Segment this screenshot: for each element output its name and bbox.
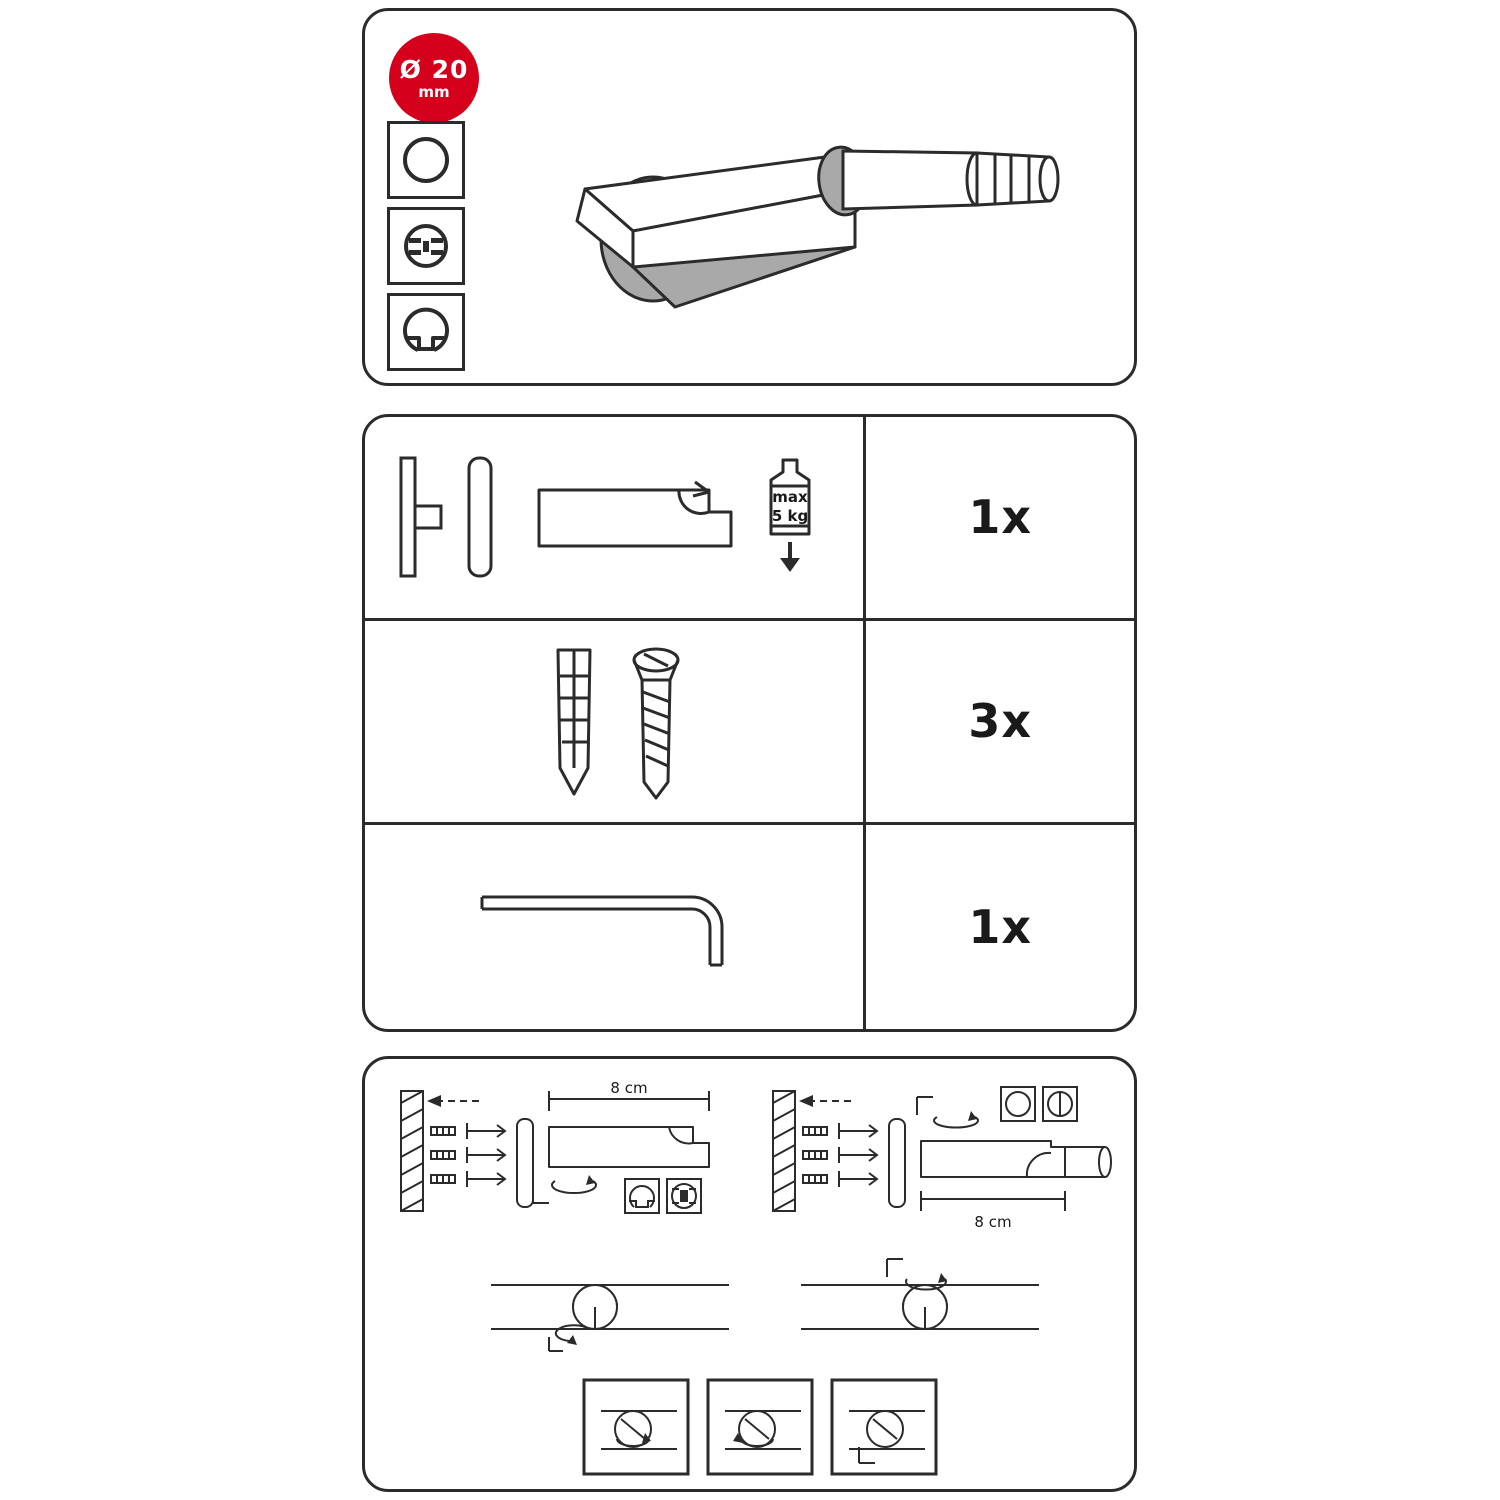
parts-list-panel: [362, 414, 1137, 1032]
table-row: [365, 417, 1134, 621]
rod-seating-detail-left: [485, 1251, 735, 1361]
product-overview-panel: [362, 8, 1137, 386]
svg-text:max: max: [772, 488, 808, 507]
dimension-label-left: 8 cm: [610, 1081, 648, 1097]
allen-key-illustration-cell: [365, 825, 863, 1029]
mounting-steps-panel: [362, 1056, 1137, 1492]
table-row: [365, 825, 1134, 1029]
quantity-label: 1x: [863, 417, 1134, 618]
product-illustration: [525, 71, 1085, 371]
fixings-illustration-cell: [365, 621, 863, 822]
diameter-badge: [389, 33, 479, 123]
svg-text:5 kg: 5 kg: [771, 507, 809, 526]
detail-box-tighten-1: [581, 1377, 691, 1477]
diameter-badge-value: Ø 20: [399, 54, 469, 84]
dimension-label-right: 8 cm: [974, 1213, 1012, 1231]
ceiling-mount-step-illustration: [393, 1081, 753, 1241]
round-tube-profile-icon: [387, 121, 465, 199]
rod-seating-detail-right: [795, 1251, 1045, 1361]
wall-mount-step-illustration: [765, 1081, 1125, 1241]
table-row: [365, 621, 1134, 825]
diameter-badge-unit: mm: [418, 82, 450, 101]
quantity-label: 1x: [863, 825, 1134, 1029]
bracket-set-illustration-cell: [365, 417, 863, 618]
parts-table: [365, 417, 1134, 1029]
c-rail-profile-icon: [387, 293, 465, 371]
detail-box-tighten-3: [829, 1377, 939, 1477]
detail-box-tighten-2: [705, 1377, 815, 1477]
quantity-label: 3x: [863, 621, 1134, 822]
h-rail-profile-icon: [387, 207, 465, 285]
